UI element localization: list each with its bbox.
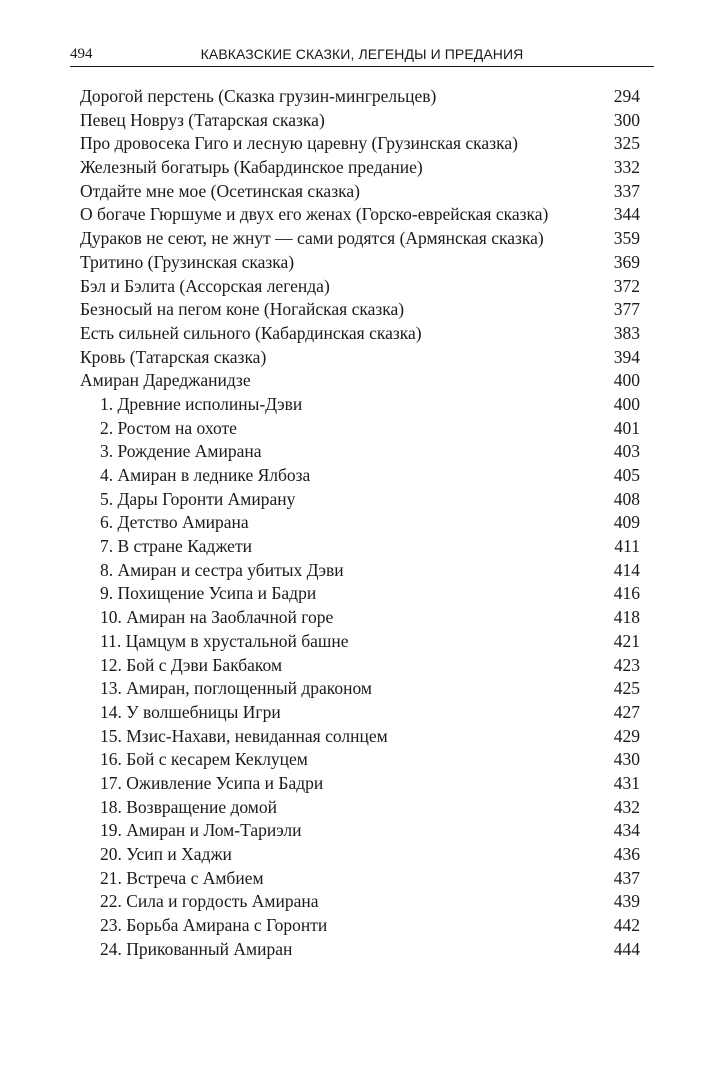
toc-subentry	[80, 796, 640, 820]
toc-entry	[80, 251, 640, 275]
page-number: 494	[70, 46, 93, 62]
toc-entry-title: 6. Детство Амирана	[100, 512, 249, 533]
toc-entry-title: 12. Бой с Дэви Бакбаком	[100, 654, 283, 675]
toc-entry-page: 434	[613, 820, 640, 841]
toc-entry-page: 416	[613, 583, 640, 604]
toc-subentry	[80, 630, 640, 654]
toc-subentry	[80, 393, 640, 417]
toc-entry-title: 2. Ростом на охоте	[100, 417, 237, 438]
toc-entry-page: 377	[613, 299, 640, 320]
toc-entry-page: 427	[613, 701, 640, 722]
toc-entry-title: Певец Новруз (Татарская сказка)	[80, 109, 325, 130]
toc-subentry	[80, 867, 640, 891]
toc-subentry	[80, 654, 640, 678]
toc-entry-page: 439	[613, 891, 640, 912]
toc-entry-page: 409	[613, 512, 640, 533]
toc-entry-page: 294	[613, 86, 640, 106]
toc-entry-title: 18. Возвращение домой	[100, 796, 277, 817]
page-header	[70, 42, 654, 64]
toc-entry-title: О богаче Гюршуме и двух его женах (Горско-еврейская сказка)	[80, 204, 549, 225]
toc-subentry	[80, 559, 640, 583]
toc-subentry	[80, 606, 640, 630]
toc-entry-title: Кровь (Татарская сказка)	[80, 346, 267, 367]
toc-subentry	[80, 677, 640, 701]
toc-entry-page: 359	[613, 228, 640, 249]
header-rule	[70, 66, 654, 67]
toc-entry-page: 429	[613, 725, 640, 746]
toc-entry-title: Отдайте мне мое (Осетинская сказка)	[80, 180, 360, 201]
toc-entry-page: 300	[613, 109, 640, 130]
toc-entry-page: 403	[613, 441, 640, 462]
toc-subentry	[80, 843, 640, 867]
toc-entry-page: 431	[613, 772, 640, 793]
toc-entry	[80, 85, 640, 109]
toc-entry-title: 4. Амиран в леднике Ялбоза	[100, 465, 311, 485]
toc-entry	[80, 156, 640, 180]
toc-subentry	[80, 488, 640, 512]
toc-entry-page: 436	[613, 844, 640, 864]
toc-entry-page: 425	[613, 678, 640, 699]
toc-entry-title: 8. Амиран и сестра убитых Дэви	[100, 559, 344, 580]
toc-subentry	[80, 535, 640, 559]
toc-entry-page: 401	[613, 417, 640, 438]
toc-entry	[80, 132, 640, 156]
toc-entry-page: 437	[613, 867, 640, 888]
toc-entry-page: 344	[613, 204, 640, 225]
toc-entry	[80, 203, 640, 227]
toc-entry-page: 442	[613, 915, 640, 936]
toc-subentry	[80, 511, 640, 535]
toc-subentry	[80, 582, 640, 606]
toc-entry-title: Есть сильней сильного (Кабардинская сказка)	[80, 322, 422, 343]
toc-entry-page: 325	[613, 133, 640, 154]
toc-entry-title: Железный богатырь (Кабардинское предание)	[80, 157, 423, 178]
toc-entry-title: 23. Борьба Амирана с Горонти	[100, 915, 328, 936]
toc-entry-title: 17. Оживление Усипа и Бадри	[100, 772, 324, 793]
toc-entry-title: 1. Древние исполины-Дэви	[100, 393, 303, 414]
toc-entry-page: 444	[613, 938, 640, 959]
toc-entry	[80, 275, 640, 299]
toc-entry-title: Про дровосека Гиго и лесную царевну (Грузинская сказка)	[80, 133, 518, 154]
toc-entry-page: 430	[613, 749, 640, 770]
toc-entry-page: 337	[613, 180, 640, 201]
toc-entry	[80, 227, 640, 251]
toc-entry-page: 411	[614, 536, 640, 557]
toc-subentry	[80, 417, 640, 441]
toc-entry-title: Бэл и Бэлита (Ассорская легенда)	[80, 275, 330, 296]
toc-entry-title: Дураков не сеют, не жнут — сами родятся (Армянская сказка)	[80, 228, 544, 249]
toc-subentry	[80, 440, 640, 464]
toc-entry-page: 383	[613, 322, 640, 343]
toc-subentry	[80, 748, 640, 772]
toc-entry-title: 13. Амиран, поглощенный драконом	[100, 678, 372, 699]
toc-entry-page: 405	[613, 465, 640, 485]
toc-entry-page: 423	[613, 654, 640, 675]
toc-entry-title: 5. Дары Горонти Амирану	[100, 488, 296, 509]
toc-entry	[80, 346, 640, 370]
toc-entry-page: 372	[613, 275, 640, 296]
toc-entry-page: 421	[613, 630, 640, 651]
toc-entry	[80, 322, 640, 346]
toc-entry	[80, 109, 640, 133]
toc-entry-page: 432	[613, 796, 640, 817]
toc-entry-page: 332	[613, 157, 640, 178]
toc-entry-page: 394	[613, 346, 640, 367]
toc-entry-title: 10. Амиран на Заоблачной горе	[100, 607, 334, 628]
toc-entry-page: 400	[613, 370, 640, 391]
toc-entry-title: 9. Похищение Усипа и Бадри	[100, 583, 317, 604]
toc-entry-title: 15. Мзис-Нахави, невиданная солнцем	[100, 725, 388, 746]
toc-entry-title: 14. У волшебницы Игри	[100, 701, 281, 722]
toc-entry-title: 19. Амиран и Лом-Тариэли	[100, 820, 302, 841]
toc-subentry	[80, 725, 640, 749]
toc-entry-title: Тритино (Грузинская сказка)	[80, 251, 295, 272]
toc-entry-title: 20. Усип и Хаджи	[100, 844, 232, 864]
toc-entry-title: Амиран Дареджанидзе	[80, 370, 251, 391]
toc-entry-title: 7. В стране Каджети	[100, 536, 252, 557]
toc-entry-title: Дорогой перстень (Сказка грузин-мингрельцев)	[80, 86, 437, 106]
toc-entry-title: 3. Рождение Амирана	[100, 441, 262, 462]
toc-subentry	[80, 938, 640, 962]
toc-entry	[80, 369, 640, 393]
toc-subentry	[80, 464, 640, 488]
toc-subentry	[80, 819, 640, 843]
toc-entry	[80, 180, 640, 204]
toc-entry-page: 400	[613, 393, 640, 414]
running-title: КАВКАЗСКИЕ СКАЗКИ, ЛЕГЕНДЫ И ПРЕДАНИЯ	[200, 46, 524, 62]
toc-entry-page: 408	[613, 488, 640, 509]
toc-entry-page: 414	[613, 559, 640, 580]
toc-entry-title: 24. Прикованный Амиран	[100, 938, 293, 959]
toc-entry-title: 16. Бой с кесарем Кеклуцем	[100, 749, 308, 770]
toc-entry-page: 418	[613, 607, 640, 628]
toc-entry-title: 21. Встреча с Амбием	[100, 867, 264, 888]
toc-subentry	[80, 914, 640, 938]
toc-subentry	[80, 701, 640, 725]
toc-entry-page: 369	[613, 251, 640, 272]
toc-entry	[80, 298, 640, 322]
toc-entry-title: 11. Цамцум в хрустальной башне	[100, 630, 349, 651]
table-of-contents	[80, 85, 640, 961]
toc-entry-title: 22. Сила и гордость Амирана	[100, 891, 319, 912]
toc-subentry	[80, 890, 640, 914]
toc-entry-title: Безносый на пегом коне (Ногайская сказка)	[80, 299, 405, 320]
toc-subentry	[80, 772, 640, 796]
